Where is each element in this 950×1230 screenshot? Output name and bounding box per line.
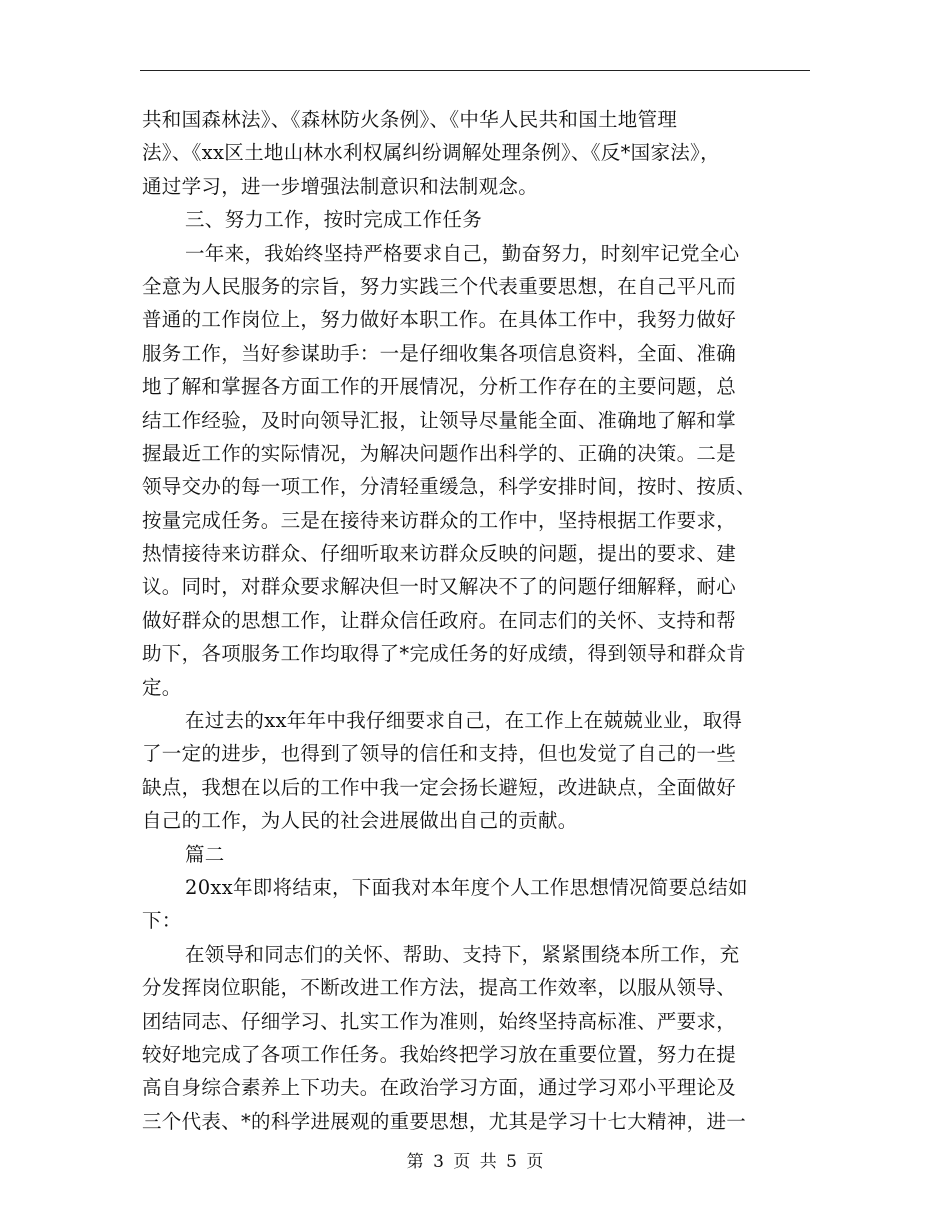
text-line: 较好地完成了各项工作任务。我始终把学习放在重要位置，努力在提 <box>142 1042 737 1066</box>
text-line: 下： <box>142 909 182 933</box>
text-line: 议。同时，对群众要求解决但一时又解决不了的问题仔细解释，耐心 <box>142 575 737 599</box>
text-line: 三、努力工作，按时完成工作任务 <box>185 208 483 232</box>
text-line: 在领导和同志们的关怀、帮助、支持下，紧紧围绕本所工作，充 <box>185 942 740 966</box>
text-line: 高自身综合素养上下功夫。在政治学习方面，通过学习邓小平理论及 <box>142 1076 737 1100</box>
text-line: 了一定的进步，也得到了领导的信任和支持，但也发觉了自己的一些 <box>142 742 737 766</box>
text-line: 全意为人民服务的宗旨，努力实践三个代表重要思想，在自己平凡而 <box>142 274 737 298</box>
text-line: 按量完成任务。三是在接待来访群众的工作中，坚持根据工作要求， <box>142 508 737 532</box>
text-line: 团结同志、仔细学习、扎实工作为准则，始终坚持高标准、严要求， <box>142 1009 737 1033</box>
text-line: 做好群众的思想工作，让群众信任政府。在同志们的关怀、支持和帮 <box>142 608 737 632</box>
document-body <box>142 103 812 1138</box>
text-line: 地了解和掌握各方面工作的开展情况，分析工作存在的主要问题，总 <box>142 375 737 399</box>
header-rule <box>140 70 810 71</box>
text-line: 通过学习，进一步增强法制意识和法制观念。 <box>142 174 539 198</box>
text-line: 握最近工作的实际情况，为解决问题作出科学的、正确的决策。二是 <box>142 441 737 465</box>
text-line: 20xx年即将结束，下面我对本年度个人工作思想情况简要总结如 <box>185 875 748 899</box>
text-line: 自己的工作，为人民的社会进展做出自己的贡献。 <box>142 809 578 833</box>
text-line: 缺点，我想在以后的工作中我一定会扬长避短，改进缺点，全面做好 <box>142 775 737 799</box>
text-line: 篇二 <box>185 842 225 866</box>
text-line: 在过去的xx年年中我仔细要求自己，在工作上在兢兢业业，取得 <box>185 709 743 733</box>
text-line: 三个代表、*的科学进展观的重要思想，尤其是学习十七大精神，进一 <box>142 1109 747 1133</box>
page-footer <box>0 1150 950 1174</box>
text-line: 领导交办的每一项工作，分清轻重缓急，科学安排时间，按时、按质、 <box>142 475 756 499</box>
text-line: 定。 <box>142 675 182 699</box>
page-number-label: 第 3 页 共 5 页 <box>406 1152 544 1172</box>
text-line: 共和国森林法》、《森林防火条例》、《中华人民共和国土地管理 <box>142 108 678 131</box>
text-line: 普通的工作岗位上，努力做好本职工作。在具体工作中，我努力做好 <box>142 308 737 332</box>
text-line: 服务工作，当好参谋助手：一是仔细收集各项信息资料，全面、准确 <box>142 341 737 365</box>
text-line: 热情接待来访群众、仔细听取来访群众反映的问题，提出的要求、建 <box>142 542 737 566</box>
text-line: 助下，各项服务工作均取得了*完成任务的好成绩，得到领导和群众肯 <box>142 642 747 666</box>
text-line: 一年来，我始终坚持严格要求自己，勤奋努力，时刻牢记党全心 <box>185 241 740 265</box>
text-line: 法》、《xx区土地山林水利权属纠纷调解处理条例》、《反*国家法》， <box>142 141 720 165</box>
text-line: 分发挥岗位职能，不断改进工作方法，提高工作效率，以服从领导、 <box>142 976 737 1000</box>
text-line: 结工作经验，及时向领导汇报，让领导尽量能全面、准确地了解和掌 <box>142 408 737 432</box>
